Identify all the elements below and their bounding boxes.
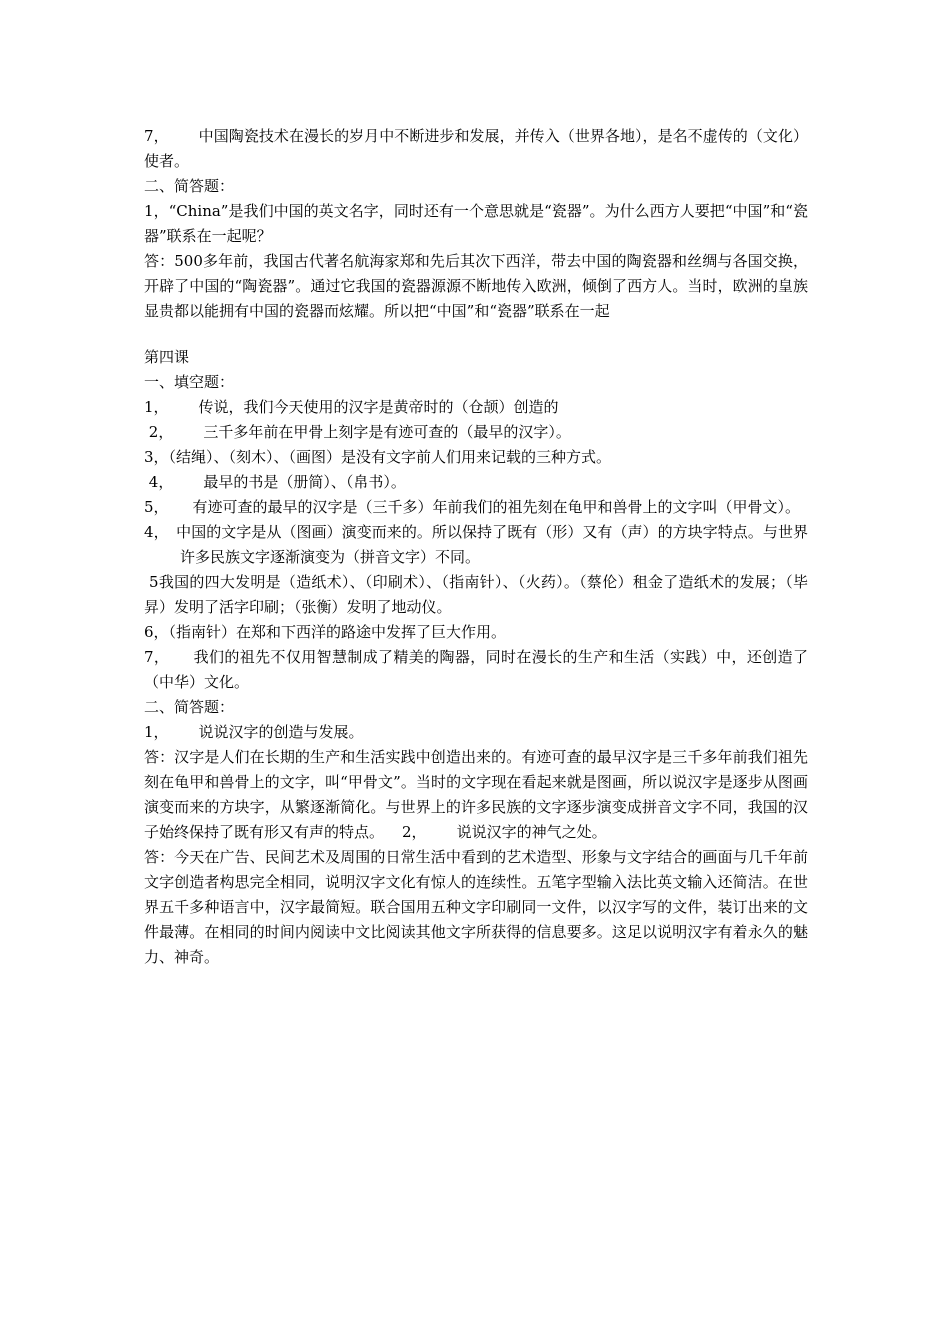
- fill-item-8: 6，（指南针）在郑和下西洋的路途中发挥了巨大作用。: [144, 623, 507, 641]
- question-1: 1，“China”是我们中国的英文名字，同时还有一个意思就是“瓷器”。为什么西方人要把“中国”和“瓷器”联系在一起呢？: [144, 202, 808, 245]
- item-text: 我们的祖先不仅用智慧制成了精美的陶器，同时在漫长的生产和生活（实践）中，还创造了（中华）文化。: [144, 648, 808, 691]
- item-number: 2，: [148, 423, 174, 441]
- document-page: [144, 124, 808, 970]
- section-heading: 二、简答题：: [144, 698, 235, 716]
- spacer: [144, 324, 808, 345]
- item-number: 5，: [144, 498, 169, 516]
- fill-item-7: [144, 570, 808, 620]
- item-text: 传说，我们今天使用的汉字是黄帝时的（仓颉）创造的: [198, 398, 559, 416]
- lesson-title: 第四课: [144, 348, 190, 366]
- fill-item-5: [144, 495, 808, 520]
- item-text: 说说汉字的创造与发展。: [198, 723, 364, 741]
- fill-item-2: [144, 420, 808, 445]
- item-text: 5我国的四大发明是（造纸术）、（印刷术）、（指南针）、（火药）。（蔡伦）租金了造纸术的发展；（毕昇）发明了活字印刷；（张衡）发明了地动仪。: [144, 573, 808, 616]
- answer-text: 答：汉字是人们在长期的生产和生活实践中创造出来的。有迹可查的最早汉字是三千多年前我们祖先刻在龟甲和兽骨上的文字，叫“甲骨文”。当时的文字现在看起来就是图画，所以说汉字是逐步从图画演变而来的方块字，从繁逐渐简化。与世界上的许多民族的文字逐步演变成拼音文字不同，我国的汉子始终保持了既有形又有声的特点。: [144, 748, 808, 841]
- section-heading: 一、填空题：: [144, 373, 235, 391]
- answer-2: 答：今天在广告、民间艺术及周围的日常生活中看到的艺术造型、形象与文字结合的画面与几千年前文字创造者构思完全相同，说明汉字文化有惊人的连续性。五笔字型输入法比英文输入还简洁。在世界五千多种语言中，汉字最简短。联合国用五种文字印刷同一文件，以汉字写的文件，装订出来的文件最薄。在相同的时间内阅读中文比阅读其他文字所获得的信息要多。这足以说明汉字有着永久的魅力、神奇。: [144, 848, 808, 966]
- item-text: 有迹可查的最早的汉字是（三千多）年前我们的祖先刻在龟甲和兽骨上的文字叫（甲骨文）。: [192, 498, 801, 516]
- item-number: 4，: [148, 473, 174, 491]
- item-number: 7，: [144, 127, 169, 145]
- question-1: [144, 720, 808, 745]
- section-heading: 二、简答题：: [144, 177, 235, 195]
- item-text: 中国陶瓷技术在漫长的岁月中不断进步和发展，并传入（世界各地），是名不虚传的（文化）使者。: [144, 127, 808, 170]
- fill-item-4: [144, 470, 808, 495]
- item-number: 7，: [144, 648, 170, 666]
- question-2: 说说汉字的神气之处。: [456, 823, 607, 841]
- fill-item-7: [144, 124, 808, 174]
- item-text: 三千多年前在甲骨上刻字是有迹可查的（最早的汉字）。: [203, 423, 571, 441]
- item-number: 1，: [144, 723, 169, 741]
- fill-item-9: [144, 645, 808, 695]
- answer-1: 答：500多年前，我国古代著名航海家郑和先后其次下西洋，带去中国的陶瓷器和丝绸与各国交换，开辟了中国的“陶瓷器”。通过它我国的瓷器源源不断地传入欧洲，倾倒了西方人。当时，欧洲的皇族显贵都以能拥有中国的瓷器而炫耀。所以把“中国”和“瓷器”联系在一起: [144, 252, 808, 320]
- answer-1: [144, 745, 808, 845]
- fill-item-6: 4， 中国的文字是从（图画）演变而来的。所以保持了既有（形）又有（声）的方块字特点。与世界许多民族文字逐渐演变为（拼音文字）不同。: [144, 523, 808, 566]
- fill-item-1: [144, 395, 808, 420]
- item-text: 最早的书是（册简）、（帛书）。: [203, 473, 406, 491]
- item-number: 2，: [402, 823, 427, 841]
- fill-item-3: 3，（结绳）、（刻木）、（画图）是没有文字前人们用来记载的三种方式。: [144, 448, 612, 466]
- item-number: 1，: [144, 398, 169, 416]
